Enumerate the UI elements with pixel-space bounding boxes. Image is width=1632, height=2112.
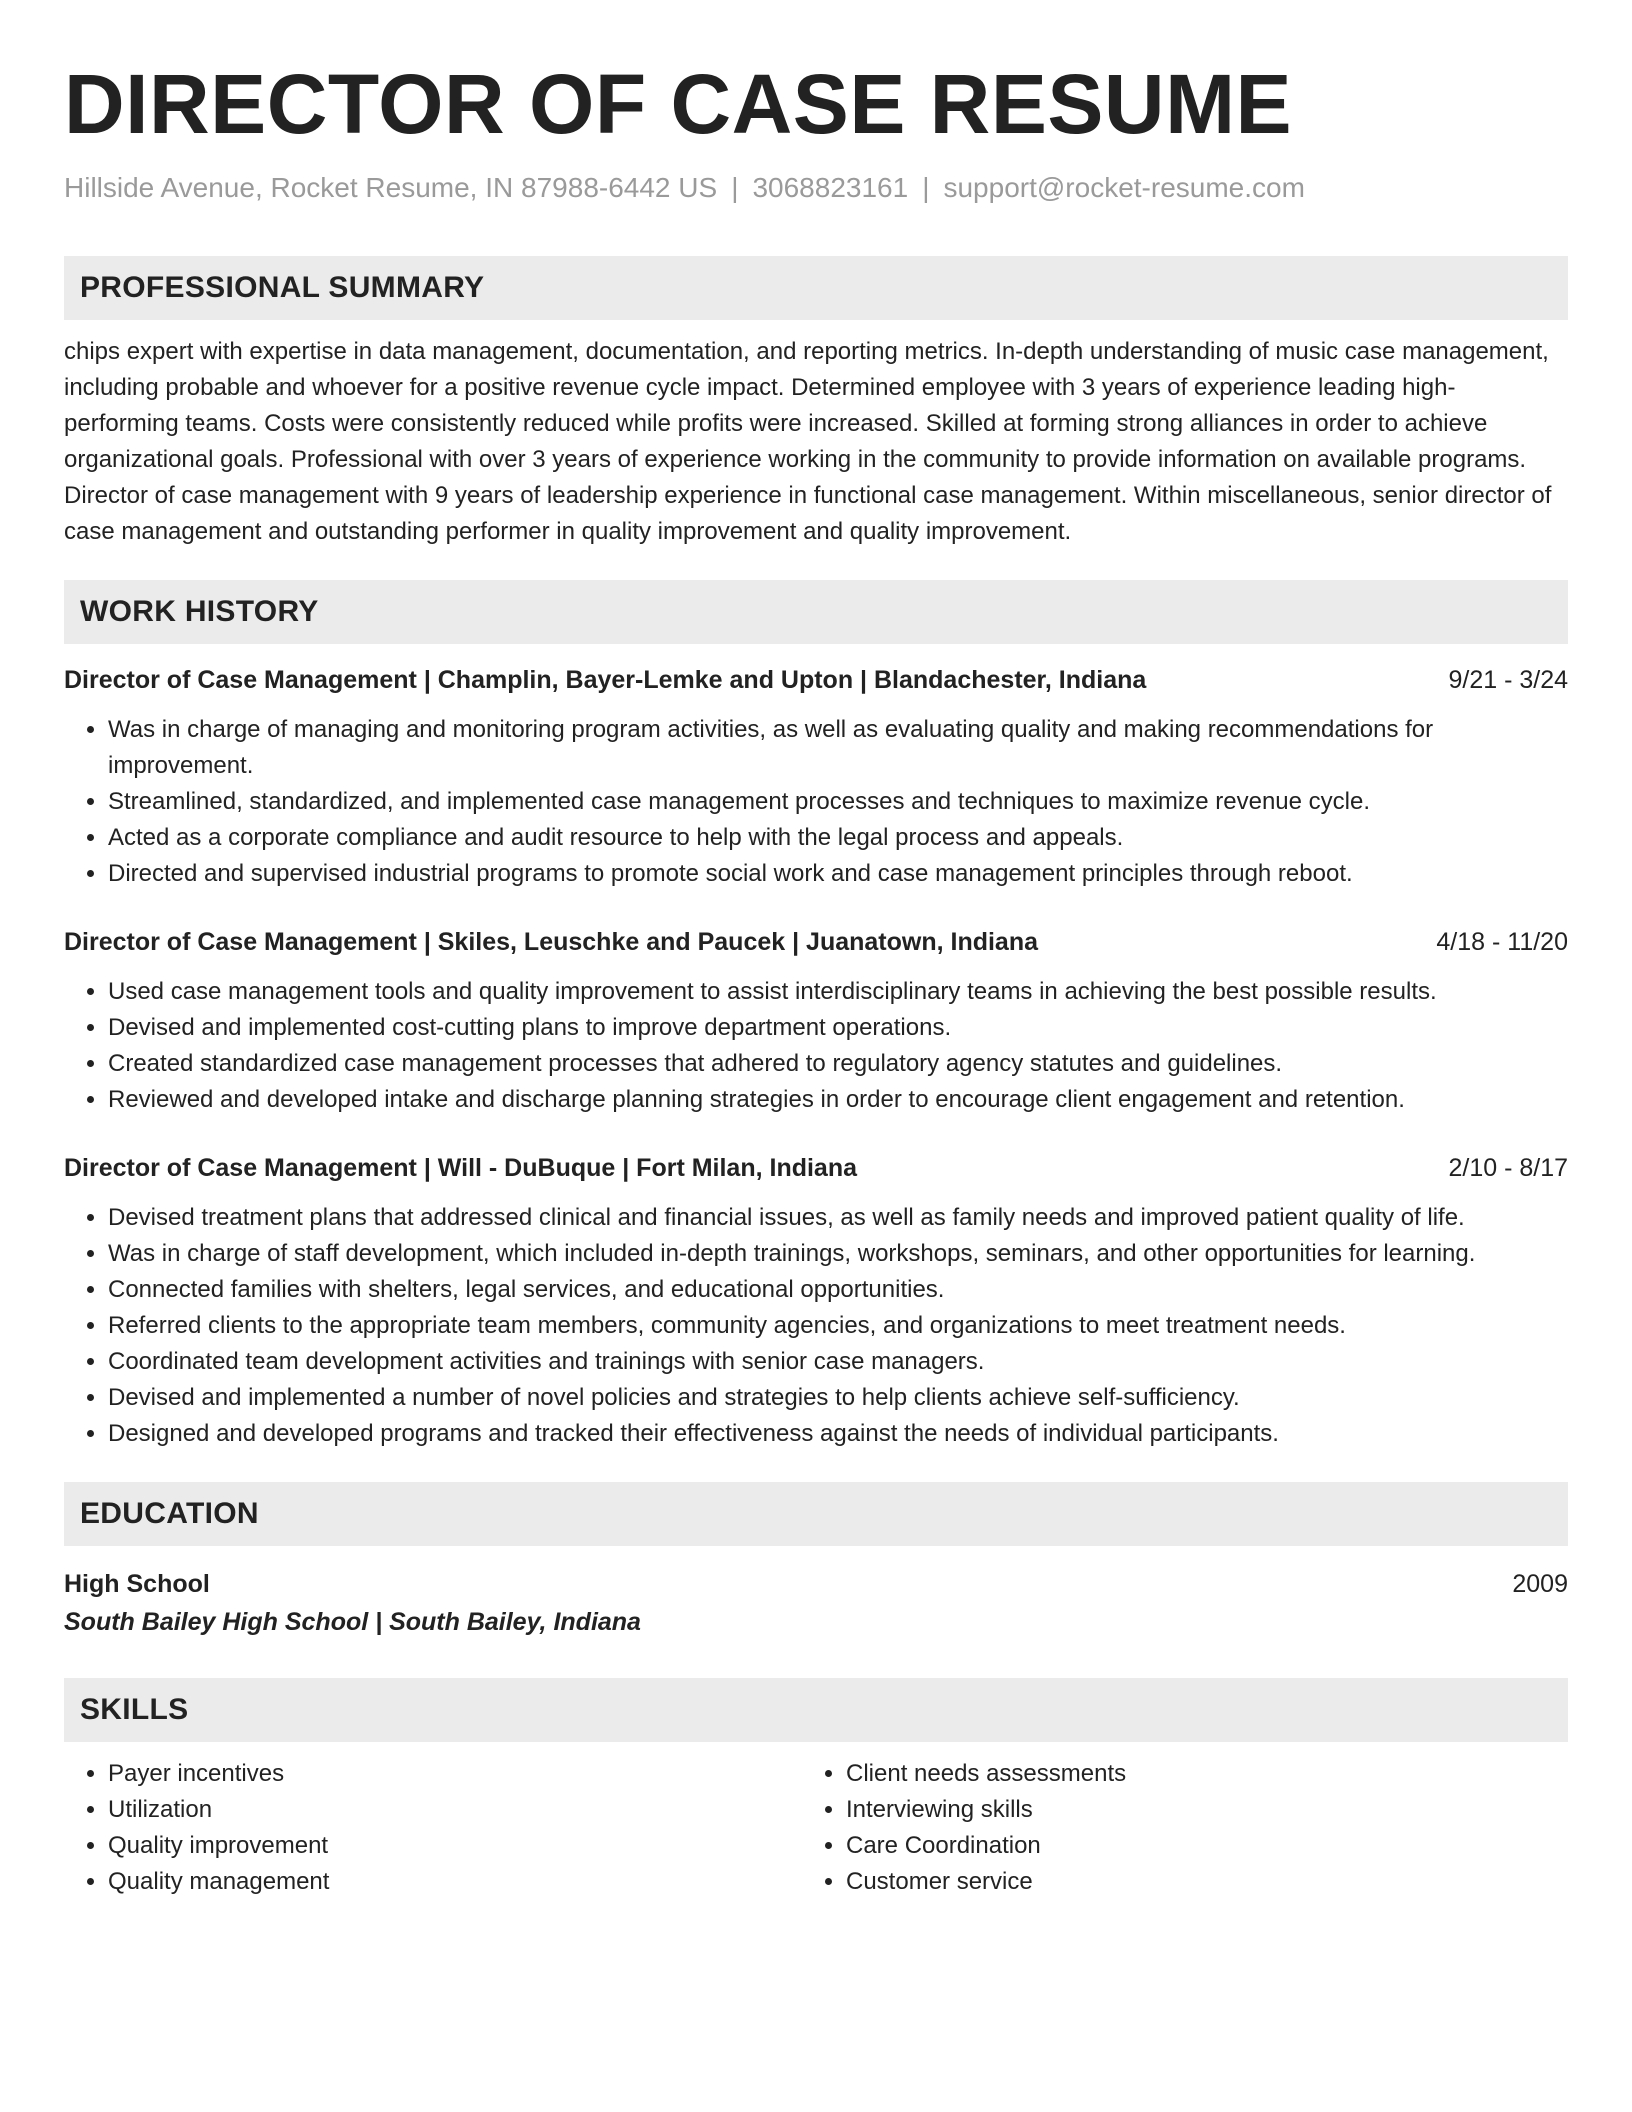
contact-phone: 3068823161 <box>752 172 909 203</box>
skill-item: • Care Coordination <box>846 1828 1540 1864</box>
skills-column-left <box>64 1756 802 1900</box>
skill-item: • Quality improvement <box>108 1828 802 1864</box>
job-bullet: • Connected families with shelters, legal services, and educational opportunities. <box>108 1272 1568 1308</box>
resume-title: DIRECTOR OF CASE RESUME <box>64 57 1293 151</box>
job-bullet: • Created standardized case management processes that adhered to regulatory agency statutes and guidelines. <box>108 1046 1568 1082</box>
section-header-summary: PROFESSIONAL SUMMARY <box>64 256 1568 320</box>
job-bullet: • Used case management tools and quality improvement to assist interdisciplinary teams in achieving the best possible results. <box>108 974 1568 1010</box>
skills-list <box>64 1756 1568 1900</box>
job-bullet: • Referred clients to the appropriate team members, community agencies, and organizations to meet treatment needs. <box>108 1308 1568 1344</box>
job-bullets <box>64 1200 1568 1452</box>
skill-item: • Interviewing skills <box>846 1792 1540 1828</box>
skills-column-right <box>802 1756 1540 1900</box>
skill-item: • Customer service <box>846 1864 1540 1900</box>
contact-email: support@rocket-resume.com <box>943 172 1305 203</box>
job-heading: Director of Case Management | Champlin, Bayer-Lemke and Upton | Blandachester, Indiana <box>64 666 1147 694</box>
job-bullet: • Devised and implemented a number of novel policies and strategies to help clients achieve self-sufficiency. <box>108 1380 1568 1416</box>
job-dates: 4/18 - 11/20 <box>1436 928 1568 956</box>
job-bullet: • Designed and developed programs and tracked their effectiveness against the needs of individual participants. <box>108 1416 1568 1452</box>
job-heading: Director of Case Management | Skiles, Leuschke and Paucek | Juanatown, Indiana <box>64 928 1039 956</box>
job-heading: Director of Case Management | Will - DuBuque | Fort Milan, Indiana <box>64 1154 858 1182</box>
job-entry <box>64 924 1568 1118</box>
contact-line <box>64 170 1568 206</box>
job-entry <box>64 662 1568 892</box>
job-bullets <box>64 974 1568 1118</box>
section-header-skills: SKILLS <box>64 1678 1568 1742</box>
job-header <box>64 1150 1568 1186</box>
job-bullet: • Acted as a corporate compliance and audit resource to help with the legal process and appeals. <box>108 820 1568 856</box>
skill-item: • Quality management <box>108 1864 802 1900</box>
contact-separator: | <box>922 172 930 203</box>
job-bullets <box>64 712 1568 892</box>
job-bullet: • Streamlined, standardized, and implemented case management processes and techniques to maximize revenue cycle. <box>108 784 1568 820</box>
job-bullet: • Reviewed and developed intake and discharge planning strategies in order to encourage client engagement and retention. <box>108 1082 1568 1118</box>
job-dates: 2/10 - 8/17 <box>1448 1154 1568 1182</box>
job-header <box>64 924 1568 960</box>
skill-item: • Utilization <box>108 1792 802 1828</box>
section-header-work-history: WORK HISTORY <box>64 580 1568 644</box>
job-bullet: • Directed and supervised industrial programs to promote social work and case management principles through reboot. <box>108 856 1568 892</box>
contact-address: Hillside Avenue, Rocket Resume, IN 87988-6442 US <box>64 172 718 203</box>
job-header <box>64 662 1568 698</box>
skill-item: • Client needs assessments <box>846 1756 1540 1792</box>
education-row <box>64 1566 1568 1602</box>
education-school: South Bailey High School | South Bailey, Indiana <box>64 1608 641 1636</box>
job-bullet: • Coordinated team development activities and trainings with senior case managers. <box>108 1344 1568 1380</box>
job-bullet: • Devised and implemented cost-cutting plans to improve department operations. <box>108 1010 1568 1046</box>
education-year: 2009 <box>1512 1570 1568 1598</box>
contact-separator: | <box>731 172 739 203</box>
job-bullet: • Was in charge of managing and monitoring program activities, as well as evaluating quality and making recommendations for improvement. <box>108 712 1568 784</box>
job-entry <box>64 1150 1568 1452</box>
job-dates: 9/21 - 3/24 <box>1448 666 1568 694</box>
job-bullet: • Devised treatment plans that addressed clinical and financial issues, as well as family needs and improved patient quality of life. <box>108 1200 1568 1236</box>
education-degree: High School <box>64 1570 210 1598</box>
summary-text: chips expert with expertise in data management, documentation, and reporting metrics. In-depth understanding of music case management, including probable and whoever for a positive revenue cycle impact. Determined employee with 3 years of experience leading high-performing teams. Costs were consistently reduced while profits were increased. Skilled at forming strong alliances in order to achieve organizational goals. Professional with over 3 years of experience working in the community to provide information on available programs. Director of case management with 9 years of leadership experience in functional case management. Within miscellaneous, senior director of case management and outstanding performer in quality improvement and quality improvement. <box>64 338 1552 545</box>
job-bullet: • Was in charge of staff development, which included in-depth trainings, workshops, seminars, and other opportunities for learning. <box>108 1236 1568 1272</box>
skill-item: • Payer incentives <box>108 1756 802 1792</box>
section-header-education: EDUCATION <box>64 1482 1568 1546</box>
